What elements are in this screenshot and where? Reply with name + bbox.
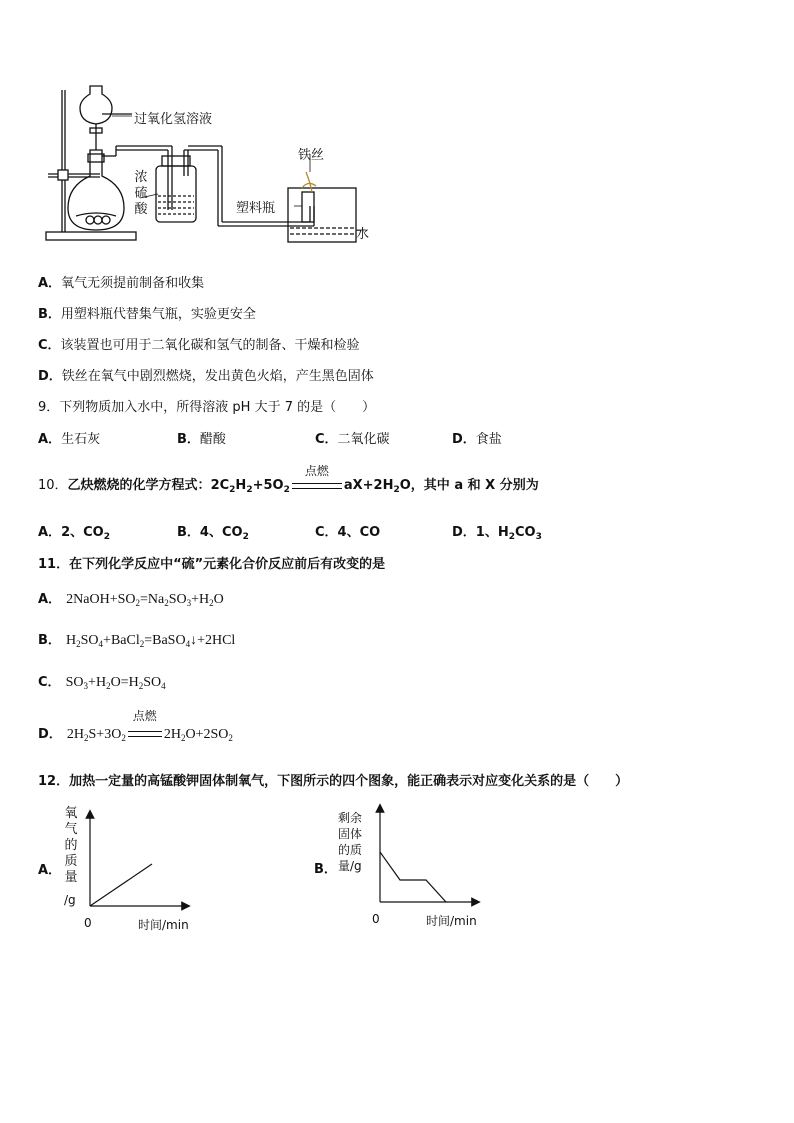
- graph-b-plot: [372, 800, 482, 908]
- q9-option-c: C．二氧化碳: [315, 432, 390, 447]
- q10-option-c: C．4、CO: [315, 525, 381, 540]
- graph-a-yunit: /g: [64, 893, 76, 907]
- q9-stem: 9．下列物质加入水中，所得溶液 pH 大于 7 的是（ ）: [38, 400, 376, 415]
- q10-condition-arrow: 点燃: [290, 478, 344, 493]
- q10-option-d: D．1、$H_2CO_3$: [452, 525, 542, 542]
- label-plastic-bottle: 塑料瓶: [236, 201, 276, 216]
- q9-option-d: D．食盐: [452, 432, 502, 447]
- graph-a-origin: 0: [84, 916, 92, 930]
- graph-a-ylabel: 氧气的质量: [64, 806, 78, 885]
- q10-option-a: A．2、$CO_2$: [38, 525, 110, 542]
- q8-option-d: D．铁丝在氧气中剧烈燃烧，发出黄色火焰，产生黑色固体: [38, 369, 374, 384]
- q11-option-c: C． $SO_3+H_2O=H_2SO_4$: [38, 675, 166, 691]
- q8-option-a: A．氧气无须提前制备和收集: [38, 276, 205, 291]
- graph-a-plot: [82, 808, 194, 912]
- graph-a-line: [90, 864, 152, 906]
- q12-option-b-letter: B．: [314, 862, 337, 877]
- q8-option-b: B．用塑料瓶代替集气瓶，实验更安全: [38, 307, 256, 322]
- q8-option-c: C．该装置也可用于二氧化碳和氢气的制备、干燥和检验: [38, 338, 360, 353]
- graph-b-origin: 0: [372, 912, 380, 926]
- q11-condition-arrow: 点燃: [126, 723, 164, 742]
- label-water: 水: [356, 227, 370, 242]
- label-concentrated-sulfuric-acid: 浓硫酸: [134, 170, 148, 217]
- graph-b-xlabel: 时间/min: [426, 914, 477, 928]
- label-iron-wire: 铁丝: [298, 148, 325, 163]
- graph-a-xlabel: 时间/min: [138, 918, 189, 932]
- label-h2o2-solution: 过氧化氢溶液: [134, 112, 213, 127]
- graph-b-ylabel: 剩余 固体 的质 量/g: [338, 811, 363, 873]
- q9-option-a: A．生石灰: [38, 432, 101, 447]
- q10-stem: 10．乙炔燃烧的化学方程式：$2C_2H_2+5O_2$ 点燃 $aX+2H_2O$，其中 a 和 X 分别为: [38, 464, 539, 495]
- graph-b-line: [380, 852, 446, 902]
- q11-option-d: D． $2H_2S+3O_2$ 点燃 $2H_2O+2SO_2$: [38, 709, 233, 743]
- q11-option-a: A． $2NaOH+SO_2=Na_2SO_3+H_2O$: [38, 592, 224, 608]
- q12-stem: 12．加热一定量的高锰酸钾固体制氧气，下图所示的四个图象，能正确表示对应变化关系的是（ ）: [38, 774, 629, 789]
- q11-option-b: B． $H_2SO_4+BaCl_2=BaSO_4↓+2HCl$: [38, 633, 236, 649]
- q11-stem: 11．在下列化学反应中“硫”元素化合价反应前后有改变的是: [38, 557, 386, 572]
- q9-option-b: B．醋酸: [177, 432, 226, 447]
- q12-option-a-letter: A．: [38, 863, 62, 878]
- q10-option-b: B．4、$CO_2$: [177, 525, 249, 542]
- apparatus-drawing: [40, 80, 370, 250]
